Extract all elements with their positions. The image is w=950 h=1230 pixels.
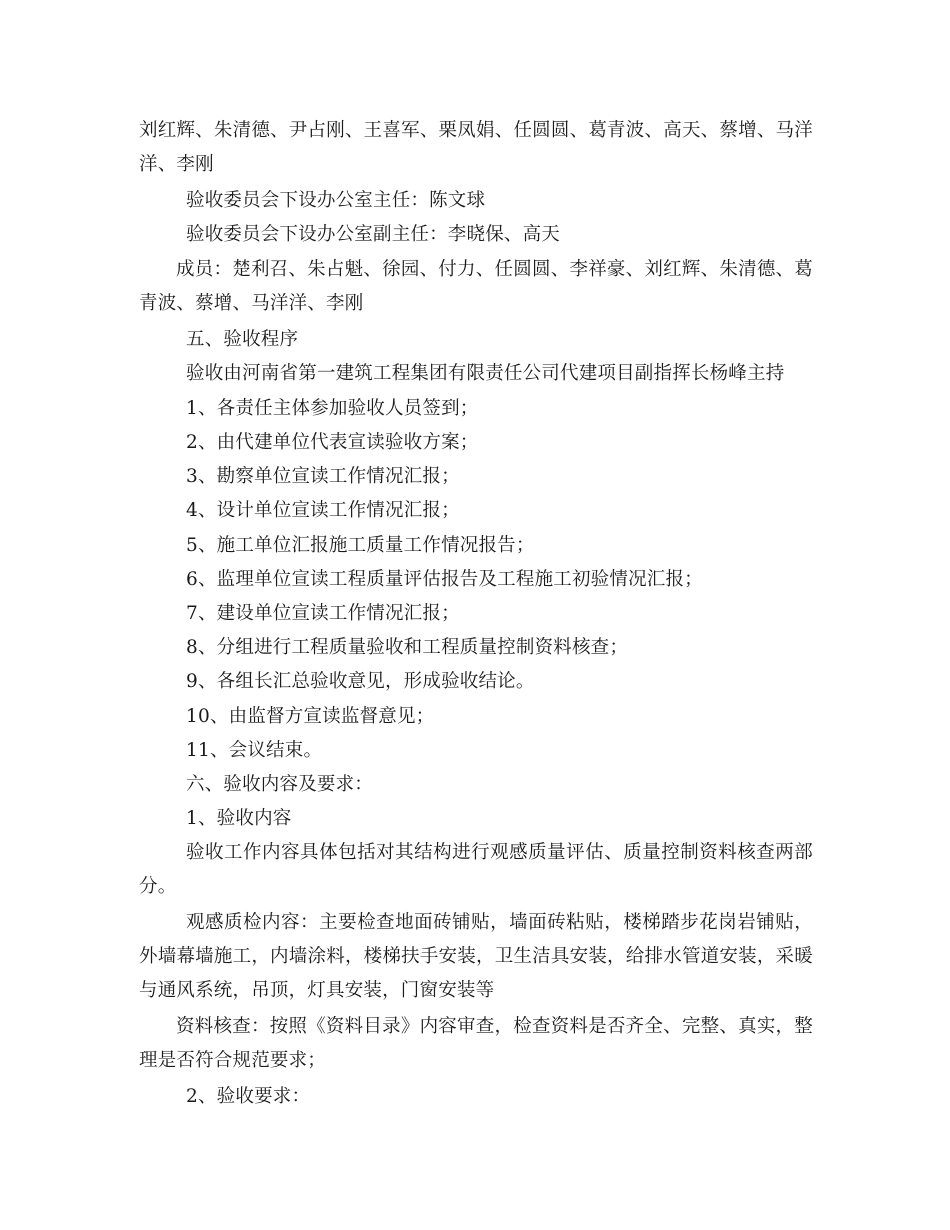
procedure-step-3: 3、勘察单位宣读工作情况汇报； bbox=[186, 466, 460, 487]
office-deputy-director-line: 验收委员会下设办公室副主任：李晓保、高天 bbox=[186, 224, 561, 245]
procedure-step-2: 2、由代建单位代表宣读验收方案； bbox=[186, 432, 479, 453]
procedure-step-5: 5、施工单位汇报施工质量工作情况报告； bbox=[186, 535, 535, 556]
acceptance-content-paragraph: 验收工作内容具体包括对其结构进行观感质量评估、质量控制资料核查两部分。 bbox=[139, 842, 813, 897]
procedure-step-7: 7、建设单位宣读工作情况汇报； bbox=[186, 603, 460, 624]
subsection-2-heading: 2、验收要求： bbox=[186, 1086, 311, 1107]
procedure-step-6: 6、监理单位宣读工程质量评估报告及工程施工初验情况汇报； bbox=[186, 569, 703, 590]
subsection-1-heading: 1、验收内容 bbox=[186, 808, 292, 829]
procedure-host-line: 验收由河南省第一建筑工程集团有限责任公司代建项目副指挥长杨峰主持 bbox=[186, 363, 785, 384]
procedure-step-9: 9、各组长汇总验收意见，形成验收结论。 bbox=[186, 671, 535, 692]
office-director-line: 验收委员会下设办公室主任：陈文球 bbox=[186, 190, 486, 211]
procedure-step-4: 4、设计单位宣读工作情况汇报； bbox=[186, 500, 460, 521]
office-members-paragraph: 成员：楚利召、朱占魁、徐园、付力、任圆圆、李祥豪、刘红辉、朱清德、葛青波、蔡增、马洋洋、李刚 bbox=[139, 259, 813, 314]
document-review-paragraph: 资料核查：按照《资料目录》内容审查，检查资料是否齐全、完整、真实，整理是否符合规范要求； bbox=[139, 1016, 813, 1071]
procedure-step-1: 1、各责任主体参加验收人员签到； bbox=[186, 398, 479, 419]
procedure-step-11: 11、会议结束。 bbox=[186, 740, 323, 761]
procedure-step-8: 8、分组进行工程质量验收和工程质量控制资料核查； bbox=[186, 637, 629, 658]
procedure-step-10: 10、由监督方宣读监督意见； bbox=[186, 706, 435, 727]
section-5-heading: 五、验收程序 bbox=[186, 329, 299, 350]
visual-inspection-paragraph: 观感质检内容：主要检查地面砖铺贴，墙面砖粘贴，楼梯踏步花岗岩铺贴，外墙幕墙施工，内墙涂料，楼梯扶手安装，卫生洁具安装，给排水管道安装，采暖与通风系统，吊顶，灯具安装，门窗安装等 bbox=[139, 912, 813, 1001]
section-6-heading: 六、验收内容及要求： bbox=[186, 774, 374, 795]
member-list-continued: 刘红辉、朱清德、尹占刚、王喜军、栗凤娟、任圆圆、葛青波、高天、蔡增、马洋洋、李刚 bbox=[139, 120, 813, 175]
